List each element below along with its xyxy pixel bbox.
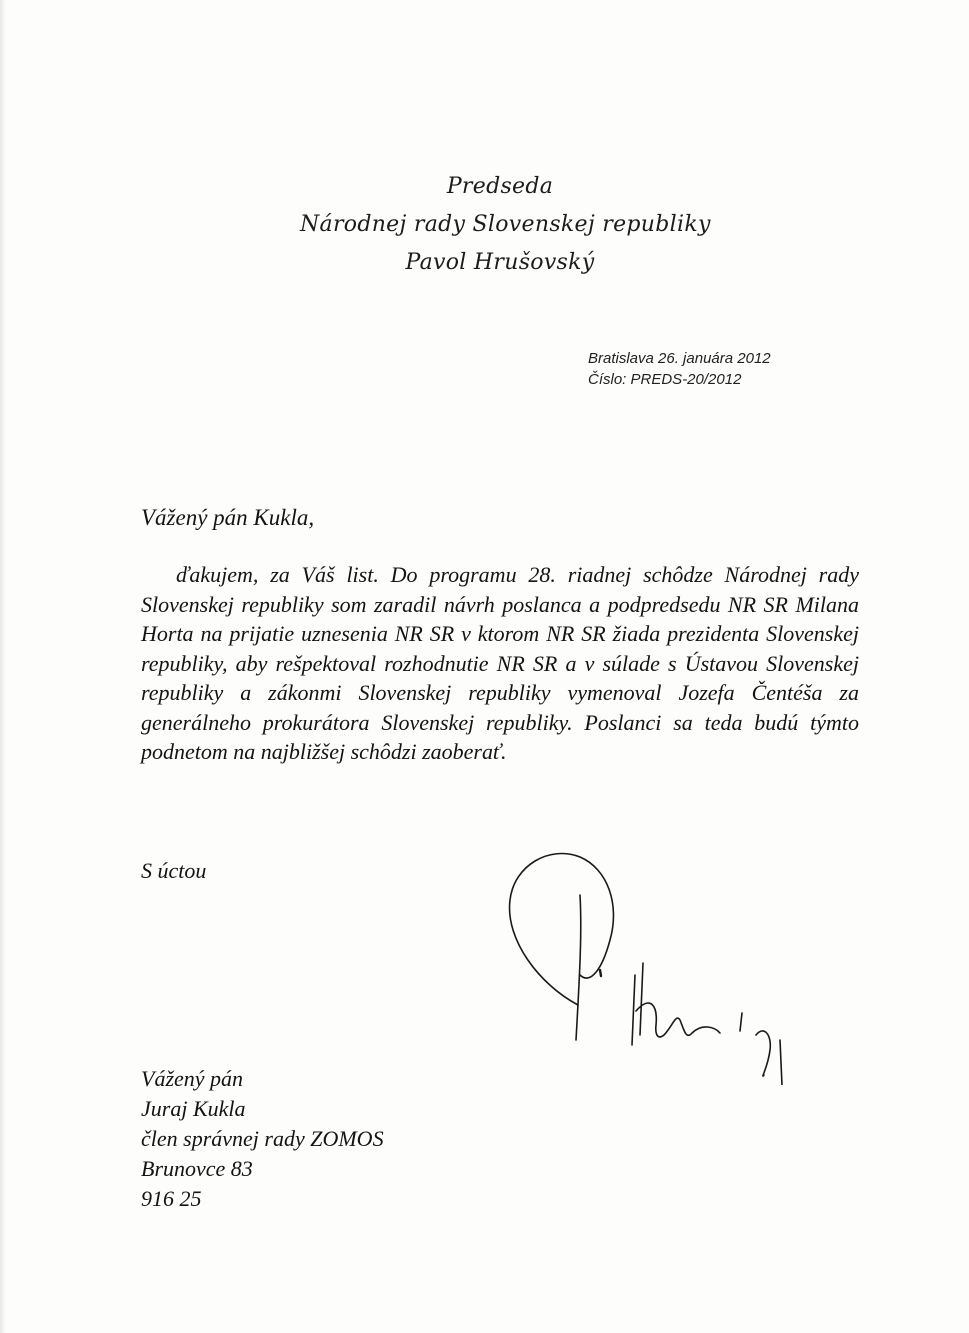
letterhead-name: Pavol Hrušovský	[405, 250, 595, 275]
letter-body: ďakujem, za Váš list. Do programu 28. riadnej schôdze Národnej rady Slovenskej republiky som zaradil návrh poslanca a podpredsedu NR SR Milana Horta na prijatie uznesenia NR SR v ktorom NR SR žiada prezidenta Slovenskej republiky, aby rešpektoval rozhodnutie NR SR a v súlade s Ústavou Slovenskej republiky a zákonmi Slovenskej republiky vymenoval Jozefa Čentéša za generálneho prokurátora Slovenskej republiky. Poslanci sa teda budú týmto podnetom na najbližšej schôdzi zaoberať.	[141, 562, 859, 764]
signature-loop	[510, 854, 614, 1005]
letterhead-institution: Národnej rady Slovenskej republiky	[300, 212, 711, 237]
scan-edge	[0, 0, 6, 1333]
signature	[480, 835, 810, 1085]
salutation: Vážený pán Kukla,	[141, 505, 315, 530]
recipient-street: Brunovce 83	[141, 1156, 253, 1181]
signature-letters	[632, 963, 720, 1045]
closing: S úctou	[141, 858, 207, 883]
recipient-name: Juraj Kukla	[141, 1096, 246, 1121]
letterhead	[300, 168, 711, 282]
signature-stem	[576, 895, 581, 1040]
recipient-salutation: Vážený pán	[141, 1066, 244, 1091]
recipient-title: člen správnej rady ZOMOS	[141, 1126, 384, 1151]
reference-number: Číslo: PREDS-20/2012	[588, 371, 742, 388]
letterhead-title: Predseda	[446, 174, 554, 199]
recipient-address	[141, 1064, 384, 1214]
signature-tail	[740, 1013, 782, 1085]
reference-block	[588, 348, 771, 390]
signature-dot	[600, 970, 601, 976]
place-date: Bratislava 26. januára 2012	[588, 350, 771, 367]
recipient-postcode: 916 25	[141, 1186, 202, 1211]
